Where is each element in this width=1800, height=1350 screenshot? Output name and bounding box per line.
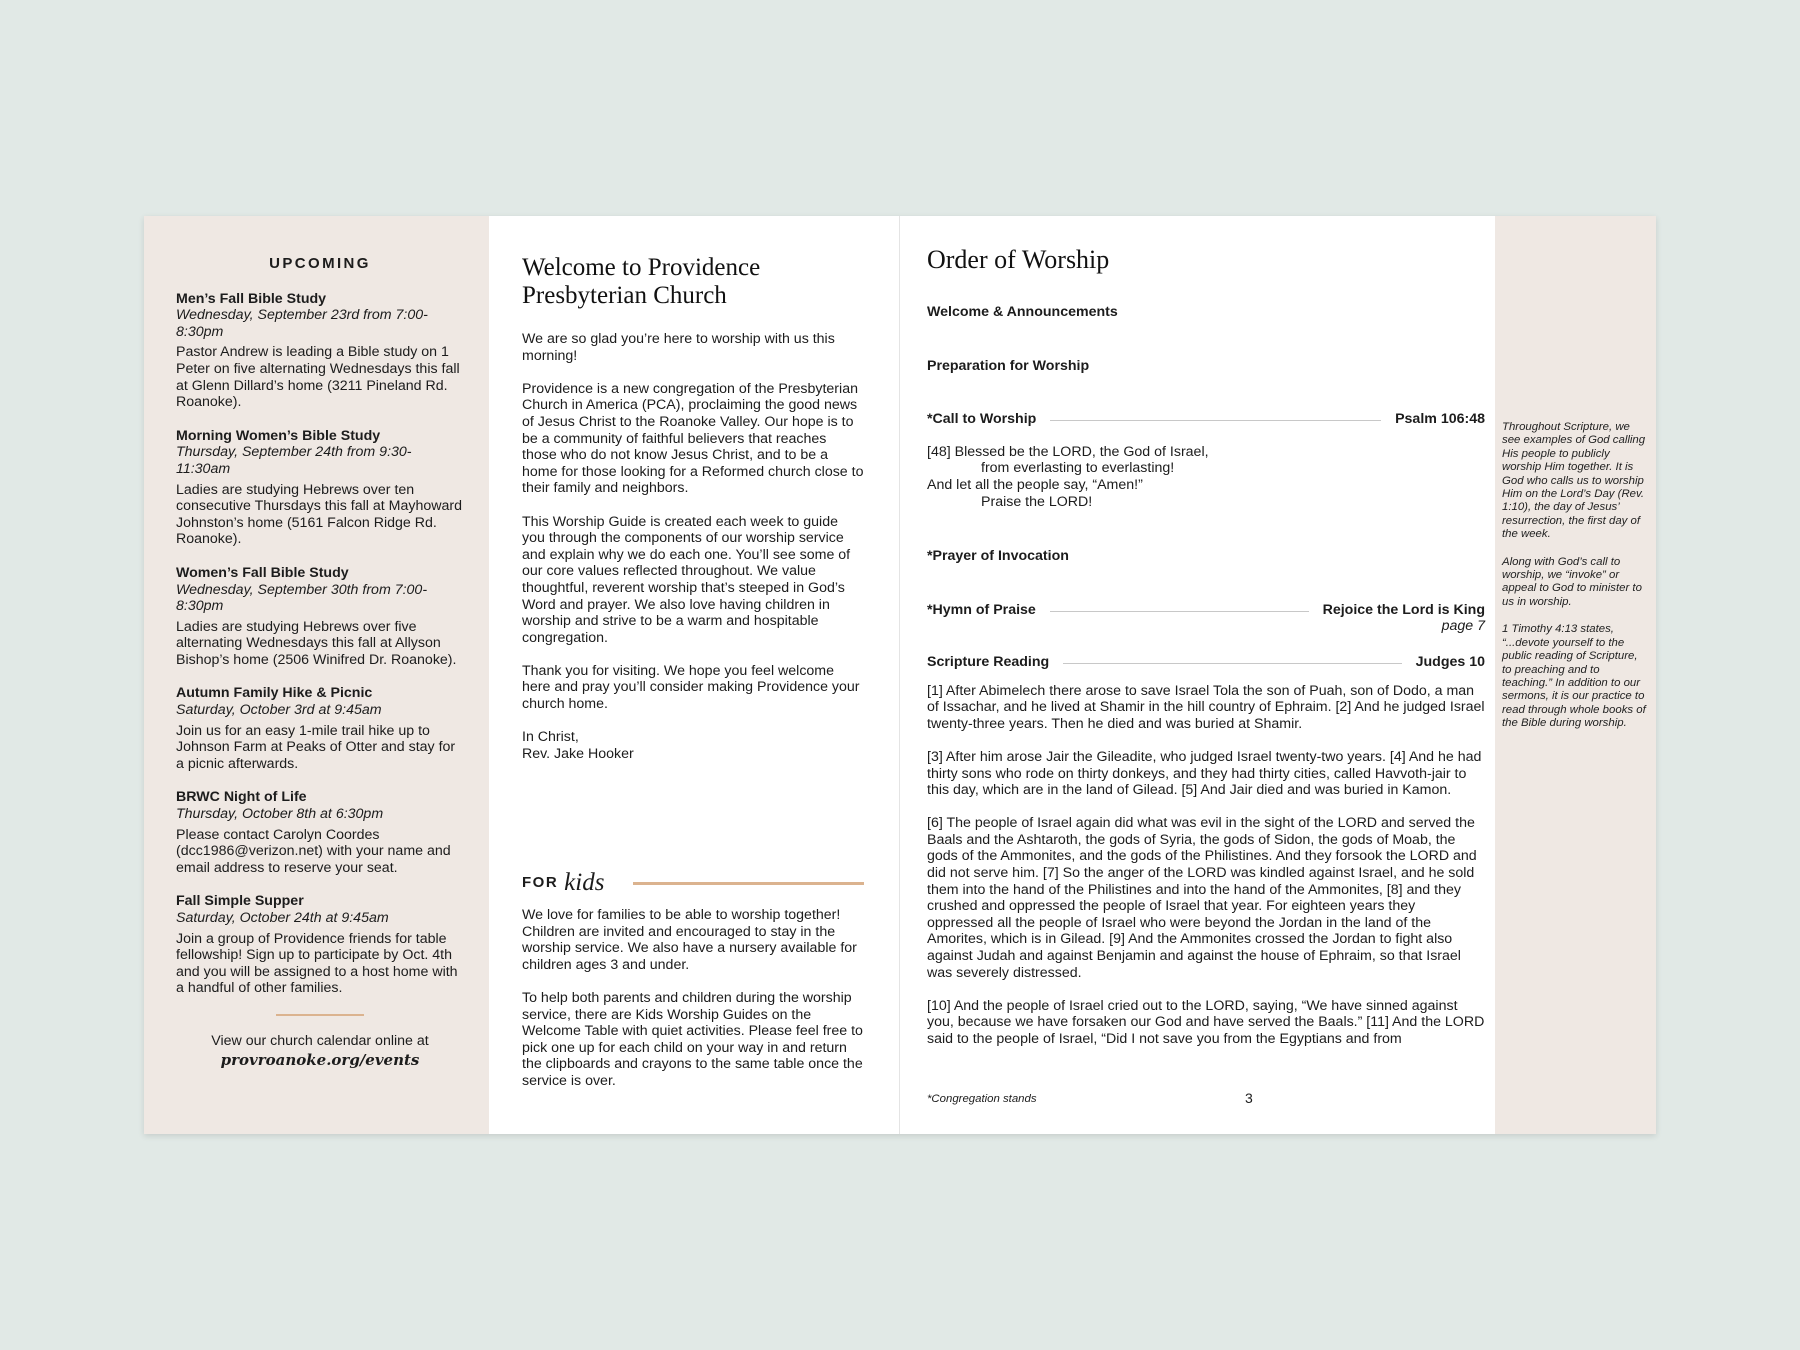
event-title: Morning Women’s Bible Study: [176, 427, 381, 444]
welcome-paragraph: Providence is a new congregation of the Presbyterian Church in America (PCA), proclaiming the good news of Jesus Christ to the Roanoke Valley. Our hope is to be a community of faithful believers that reaches those who do not know Jesus Christ, and to be a home for those looking for a Reformed church close to their family and neighbors.: [522, 380, 864, 497]
event-item: [176, 893, 464, 997]
scripture-label: Scripture Reading: [927, 653, 1050, 670]
leader-line: [1063, 663, 1401, 664]
leader-line: [1050, 611, 1309, 612]
event-title: BRWC Night of Life: [176, 789, 307, 806]
worship-guide-spread: [144, 216, 1656, 1134]
welcome-title: Welcome to Providence Presbyterian Church: [522, 254, 761, 309]
hymn-title: Rejoice the Lord is King: [1322, 601, 1485, 618]
leader-line: [1050, 420, 1381, 421]
kids-paragraph: We love for families to be able to worship together! Children are invited and encouraged to stay in the worship service. We also have a nursery available for children ages 3 and under.: [522, 907, 857, 973]
order-panel: [900, 216, 1495, 1134]
verse-line: [48] Blessed be the LORD, the God of Israel,: [927, 443, 1209, 460]
order-item-preparation: Preparation for Worship: [927, 357, 1090, 374]
calendar-url: provroanoke.org/events: [220, 1050, 420, 1069]
scripture-reference: Judges 10: [1415, 653, 1485, 670]
event-item: [176, 291, 464, 411]
verse-line: Praise the LORD!: [981, 493, 1093, 510]
congregation-stands-note: *Congregation stands: [927, 1093, 1037, 1105]
welcome-paragraph: We are so glad you’re here to worship with us this morning!: [522, 331, 835, 364]
order-item-scripture: [927, 654, 1485, 671]
event-when: Saturday, October 24th at 9:45am: [176, 910, 389, 926]
upcoming-panel: [144, 216, 489, 1134]
signoff-name: Rev. Jake Hooker: [522, 745, 634, 762]
call-reference: Psalm 106:48: [1395, 411, 1485, 428]
event-when: Thursday, October 8th at 6:30pm: [176, 806, 384, 823]
event-title: Fall Simple Supper: [176, 893, 304, 910]
call-verse: [927, 444, 1485, 510]
event-title: Autumn Family Hike & Picnic: [176, 685, 373, 702]
event-description: Join us for an easy 1-mile trail hike up to Johnson Farm at Peaks of Otter and stay for a picnic afterwards.: [176, 722, 456, 772]
verse-line: And let all the people say, “Amen!”: [927, 476, 1143, 493]
welcome-panel: [489, 216, 900, 1134]
call-label: *Call to Worship: [927, 411, 1037, 428]
order-title: Order of Worship: [927, 245, 1110, 274]
order-item-call-to-worship: [927, 411, 1485, 428]
order-item-welcome: Welcome & Announcements: [927, 304, 1118, 320]
event-description: Join a group of Providence friends for table fellowship! Sign up to participate by Oct. 4th and you will be assigned to a host home with a handful of other families.: [176, 930, 458, 997]
sidebar-note: Throughout Scripture, we see examples of God calling His people to publicly worship Him together. It is God who calls us to worship Him on the Lord’s Day (Rev. 1:10), the day of Jesus’ resurrection, the first day of the week.: [1502, 421, 1646, 541]
event-item: [176, 685, 464, 772]
signoff-line: In Christ,: [522, 729, 579, 746]
order-item-invocation: *Prayer of Invocation: [927, 548, 1069, 565]
event-description: Pastor Andrew is leading a Bible study on 1 Peter on five alternating Wednesdays this fall at Glenn Dillard’s home (3211 Pineland Rd. Roanoke).: [176, 344, 460, 411]
event-when: Wednesday, September 23rd from 7:00-8:30pm: [176, 307, 428, 340]
event-when: Thursday, September 24th from 9:30-11:30am: [176, 444, 412, 477]
order-item-hymn: [927, 602, 1485, 619]
upcoming-heading: UPCOMING: [269, 255, 371, 272]
scripture-paragraph: [6] The people of Israel again did what was evil in the sight of the LORD and served the Baals and the Ashtaroth, the gods of Syria, the gods of Sidon, the gods of Moab, the gods of the Ammonites, and the gods of the Philistines. And they forsook the LORD and did not serve him. [7] So the anger of the LORD was kindled against Israel, and he sold them into the hand of the Philistines and into the hand of the Ammonites, [8] and they crushed and oppressed the people of Israel that year. For eighteen years they oppressed all the people of Israel who were beyond the Jordan in the land of the Amorites, which is in Gilead. [9] And the Ammonites crossed the Jordan to fight also against Judah and against Benjamin and against the house of Ephraim, so that Israel was severely distressed.: [927, 815, 1477, 981]
sidebar-note: 1 Timothy 4:13 states, “...devote yourself to the public reading of Scripture, to preaching and to teaching.” In addition to our sermons, it is our practice to read through whole books of the Bible during worship.: [1502, 623, 1646, 730]
event-description: Ladies are studying Hebrews over ten consecutive Thursdays this fall at Mayhoward Johnston’s home (5161 Falcon Ridge Rd. Roanoke).: [176, 481, 462, 548]
kids-word-label: kids: [564, 869, 605, 897]
event-when: Saturday, October 3rd at 9:45am: [176, 702, 382, 719]
kids-divider: [633, 882, 864, 885]
decorative-divider: [276, 1014, 364, 1016]
scripture-text: [927, 683, 1485, 1048]
event-title: Women’s Fall Bible Study: [176, 564, 349, 581]
notes-panel: [1495, 216, 1656, 1134]
scripture-paragraph: [10] And the people of Israel cried out to the LORD, saying, “We have sinned against you, because we have forsaken our God and have served the Baals.” [11] And the LORD said to the people of Israel, “Did I not save you from the Egyptians and from: [927, 997, 1485, 1047]
event-item: [176, 565, 464, 669]
hymn-label: *Hymn of Praise: [927, 601, 1036, 618]
sidebar-note: Along with God’s call to worship, we “invoke” or appeal to God to minister to us in worship.: [1502, 555, 1642, 608]
kids-for-label: FOR: [522, 874, 559, 892]
event-item: [176, 789, 464, 876]
welcome-paragraph: Thank you for visiting. We hope you feel welcome here and pray you’ll consider making Providence your church home.: [522, 662, 860, 713]
kids-paragraph: To help both parents and children during the worship service, there are Kids Worship Guides on the Welcome Table with quiet activities. Please feel free to pick one up for each child on your way in and return the clipboards and crayons to the same table once the service is over.: [522, 990, 863, 1089]
event-title: Men’s Fall Bible Study: [176, 290, 327, 307]
welcome-paragraph: This Worship Guide is created each week to guide you through the components of our worship service and explain why we do each one. You’ll see some of our core values reflected throughout. We value thoughtful, reverent worship that’s steeped in God’s Word and prayer. We also love having children in worship and strive to be a warm and hospitable congregation.: [522, 513, 851, 646]
scripture-paragraph: [3] After him arose Jair the Gileadite, who judged Israel twenty-two years. [4] And he had thirty sons who rode on thirty donkeys, and they had thirty cities, called Havvoth-jair to this day, which are in the land of Gilead. [5] And Jair died and was buried in Kamon.: [927, 748, 1482, 799]
verse-line: from everlasting to everlasting!: [981, 460, 1175, 477]
page-number: 3: [1245, 1090, 1253, 1106]
calendar-text: View our church calendar online at: [211, 1032, 429, 1049]
scripture-paragraph: [1] After Abimelech there arose to save Israel Tola the son of Puah, son of Dodo, a man of Issachar, and he lived at Shamir in the hill country of Ephraim. [2] And he judged Israel twenty-three years. Then he died and was buried at Shamir.: [927, 682, 1485, 732]
event-description: Ladies are studying Hebrews over five alternating Wednesdays this fall at Allyson Bishop’s home (2506 Winifred Dr. Roanoke).: [176, 618, 457, 668]
event-item: [176, 428, 464, 548]
kids-heading: [522, 869, 864, 897]
hymn-page: page 7: [1441, 618, 1485, 635]
event-description: Please contact Carolyn Coordes (dcc1986@verizon.net) with your name and email address to reserve your seat.: [176, 826, 451, 876]
event-when: Wednesday, September 30th from 7:00-8:30pm: [176, 581, 428, 615]
